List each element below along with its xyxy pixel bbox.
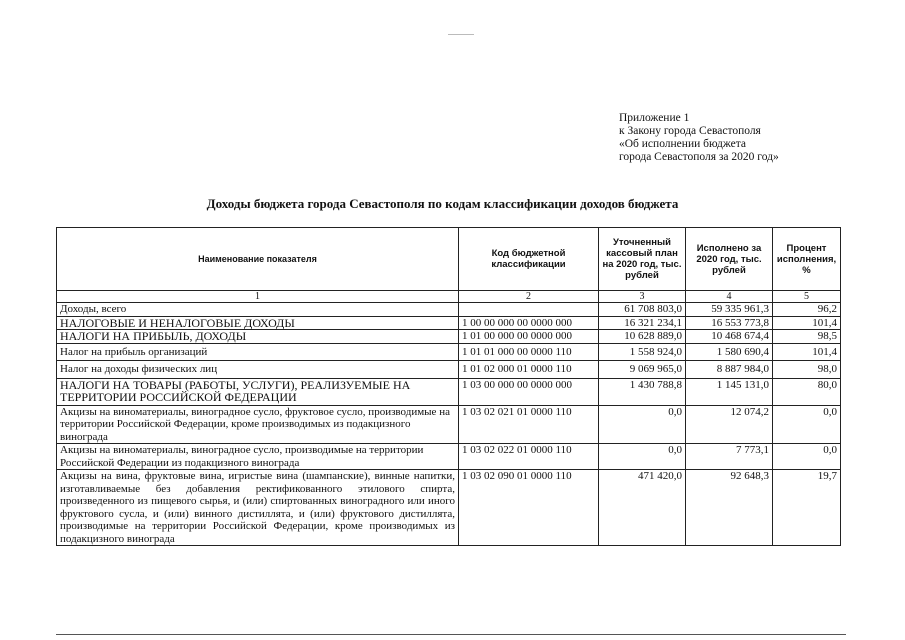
appendix-line: к Закону города Севастополя xyxy=(619,125,761,137)
row-plan: 1 558 924,0 xyxy=(599,343,686,361)
row-done: 1 145 131,0 xyxy=(686,378,773,405)
row-name: Налог на доходы физических лиц xyxy=(57,361,459,379)
row-plan: 0,0 xyxy=(599,444,686,470)
row-plan: 1 430 788,8 xyxy=(599,378,686,405)
row-done: 7 773,1 xyxy=(686,444,773,470)
row-code: 1 03 02 022 01 0000 110 xyxy=(459,444,599,470)
row-name: Акцизы на вина, фруктовые вина, игристые вина (шампанские), винные напитки, изготавливаемые без добавления ректификованного этилового спирта, произведенного из пищевого сырья, и (или) спиртованных виноградного или иного фруктового сусла, и (или) винного дистиллята, и (или) фруктового дистиллята, производимые на территории Российской Федерации, кроме производимых из подакцизного винограда xyxy=(57,470,459,546)
table-row xyxy=(57,330,841,344)
row-code: 1 00 00 000 00 0000 000 xyxy=(459,316,599,330)
table-row xyxy=(57,361,841,379)
row-percent: 98,0 xyxy=(773,361,841,379)
row-percent: 0,0 xyxy=(773,444,841,470)
row-done: 92 648,3 xyxy=(686,470,773,546)
row-done: 12 074,2 xyxy=(686,405,773,444)
appendix-line: Приложение 1 xyxy=(619,112,690,124)
row-plan: 9 069 965,0 xyxy=(599,361,686,379)
row-name: НАЛОГОВЫЕ И НЕНАЛОГОВЫЕ ДОХОДЫ xyxy=(57,316,459,330)
row-name: Налог на прибыль организаций xyxy=(57,343,459,361)
row-done: 8 887 984,0 xyxy=(686,361,773,379)
column-number-row xyxy=(57,291,841,303)
table-row xyxy=(57,405,841,444)
row-code: 1 01 02 000 01 0000 110 xyxy=(459,361,599,379)
appendix-line: «Об исполнении бюджета xyxy=(619,138,747,150)
row-percent: 19,7 xyxy=(773,470,841,546)
row-code: 1 03 02 090 01 0000 110 xyxy=(459,470,599,546)
row-code: 1 03 00 000 00 0000 000 xyxy=(459,378,599,405)
appendix-note xyxy=(619,112,779,164)
column-number: 3 xyxy=(599,291,686,303)
table-header-row xyxy=(57,228,841,291)
row-code: 1 01 00 000 00 0000 000 xyxy=(459,330,599,344)
row-done: 16 553 773,8 xyxy=(686,316,773,330)
table-row xyxy=(57,316,841,330)
document-title: Доходы бюджета города Севастополя по кодам классификации доходов бюджета xyxy=(206,196,679,211)
row-percent: 96,2 xyxy=(773,303,841,317)
row-percent: 0,0 xyxy=(773,405,841,444)
table-row xyxy=(57,444,841,470)
revenue-table xyxy=(56,227,841,546)
column-number: 2 xyxy=(459,291,599,303)
appendix-line: города Севастополя за 2020 год» xyxy=(619,151,779,163)
scan-mark xyxy=(448,34,474,35)
header-plan: Уточненный кассовый план на 2020 год, тыс. рублей xyxy=(599,228,686,291)
row-code: 1 01 01 000 00 0000 110 xyxy=(459,343,599,361)
row-name: НАЛОГИ НА ТОВАРЫ (РАБОТЫ, УСЛУГИ), РЕАЛИЗУЕМЫЕ НА ТЕРРИТОРИИ РОССИЙСКОЙ ФЕДЕРАЦИИ xyxy=(57,378,459,405)
header-code: Код бюджетной классификации xyxy=(459,228,599,291)
table-row xyxy=(57,303,841,317)
row-code xyxy=(459,303,599,317)
row-percent: 98,5 xyxy=(773,330,841,344)
row-code: 1 03 02 021 01 0000 110 xyxy=(459,405,599,444)
header-done: Исполнено за 2020 год, тыс. рублей xyxy=(686,228,773,291)
row-done: 10 468 674,4 xyxy=(686,330,773,344)
row-plan: 61 708 803,0 xyxy=(599,303,686,317)
row-name: Акцизы на виноматериалы, виноградное сусло, фруктовое сусло, производимые на территории Российской Федерации, кроме производимых из подакцизного винограда xyxy=(57,405,459,444)
row-name: Доходы, всего xyxy=(57,303,459,317)
table-row xyxy=(57,343,841,361)
header-percent: Процент исполнения, % xyxy=(773,228,841,291)
row-name: НАЛОГИ НА ПРИБЫЛЬ, ДОХОДЫ xyxy=(57,330,459,344)
row-percent: 80,0 xyxy=(773,378,841,405)
row-plan: 10 628 889,0 xyxy=(599,330,686,344)
row-plan: 0,0 xyxy=(599,405,686,444)
column-number: 5 xyxy=(773,291,841,303)
row-percent: 101,4 xyxy=(773,343,841,361)
row-done: 1 580 690,4 xyxy=(686,343,773,361)
table-row xyxy=(57,470,841,546)
row-percent: 101,4 xyxy=(773,316,841,330)
row-done: 59 335 961,3 xyxy=(686,303,773,317)
table-row xyxy=(57,378,841,405)
row-plan: 16 321 234,1 xyxy=(599,316,686,330)
row-name: Акцизы на виноматериалы, виноградное сусло, производимые на территории Российской Федерации из подакцизного винограда xyxy=(57,444,459,470)
column-number: 4 xyxy=(686,291,773,303)
header-name: Наименование показателя xyxy=(57,228,459,291)
row-plan: 471 420,0 xyxy=(599,470,686,546)
page-bottom-line xyxy=(56,634,846,635)
column-number: 1 xyxy=(57,291,459,303)
